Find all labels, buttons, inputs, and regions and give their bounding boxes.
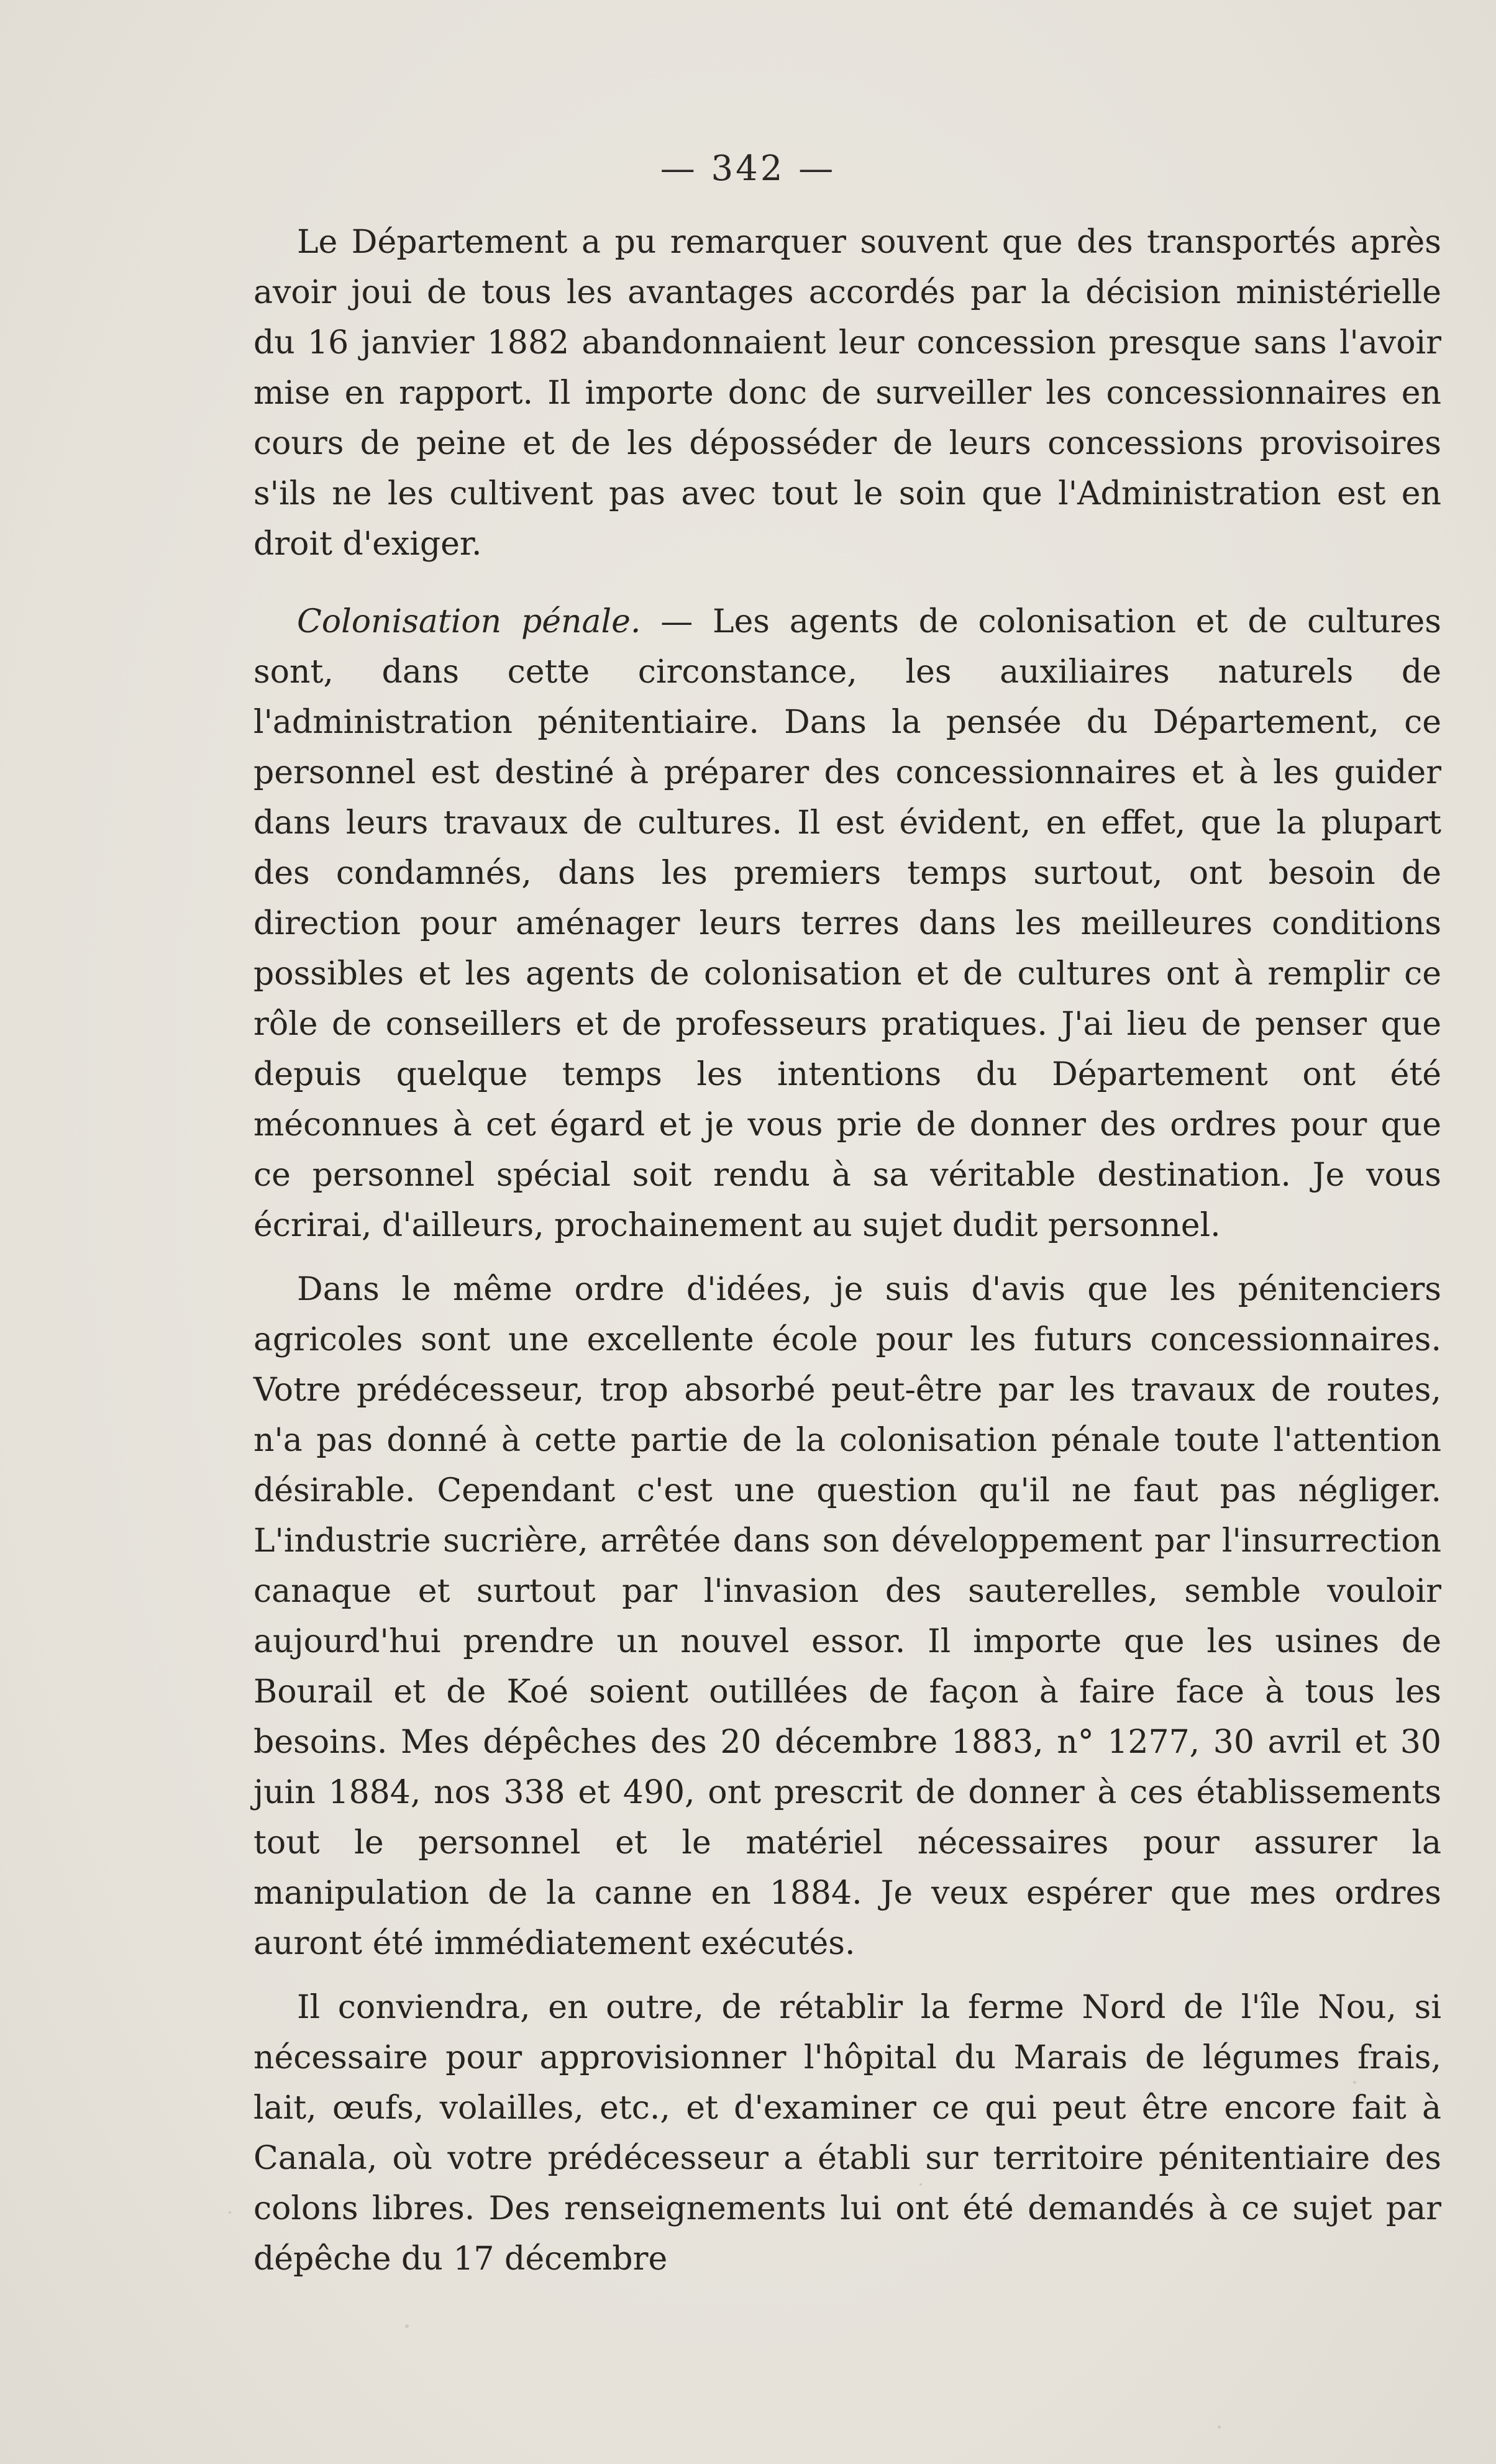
paragraph-2-text: — Les agents de colonisation et de cultures sont, dans cette circonstance, les auxiliaires naturels de l'administration pénitentiaire. Dans la pensée du Département, ce personnel est destiné à préparer des concessionnaires et à les guider dans leurs travaux de cultures. Il est évident, en effet, que la plupart des condamnés, dans les premiers temps surtout, ont besoin de direction pour aménager leurs terres dans les meilleures conditions possibles et les agents de colonisation et de cultures ont à remplir ce rôle de conseillers et de professeurs pratiques. J'ai lieu de penser que depuis quelque temps les intentions du Département ont été méconnues à cet égard et je vous prie de donner des ordres pour que ce personnel spécial soit rendu à sa véritable destination. Je vous écrirai, d'ailleurs, prochainement au sujet dudit personnel.: [253, 603, 1441, 1244]
paragraph-4: Il conviendra, en outre, de rétablir la ferme Nord de l'île Nou, si nécessaire pour approvisionner l'hôpital du Marais de légumes frais, lait, œufs, volailles, etc., et d'examiner ce qui peut être encore fait à Canala, où votre prédécesseur a établi sur territoire pénitentiaire des colons libres. Des renseignements lui ont été demandés à ce sujet par dépêche du 17 décembre: [253, 1989, 1441, 2278]
paper-speck: [229, 2211, 231, 2214]
paper-speck: [1218, 2425, 1221, 2429]
section-heading: Colonisation pénale.: [297, 603, 641, 640]
paper-speck: [1353, 2081, 1356, 2084]
paragraph-2: [253, 597, 1441, 1251]
paragraph-1: Le Département a pu remarquer souvent que des transportés après avoir joui de tous les avantages accordés par la décision ministérielle du 16 janvier 1882 abandonnaient leur concession presque sans l'avoir mise en rapport. Il importe donc de surveiller les concessionnaires en cours de peine et de les déposséder de leurs concessions provisoires s'ils ne les cultivent pas avec tout le soin que l'Administration est en droit d'exiger.: [253, 224, 1441, 563]
paper-speck: [919, 2183, 922, 2186]
paper-speck: [405, 2324, 409, 2328]
paragraph-3: Dans le même ordre d'idées, je suis d'avis que les pénitenciers agricoles sont une excellente école pour les futurs concessionnaires. Votre prédécesseur, trop absorbé peut-être par les travaux de routes, n'a pas donné à cette partie de la colonisation pénale toute l'attention désirable. Cependant c'est une question qu'il ne faut pas négliger. L'industrie sucrière, arrêtée dans son développement par l'insurrection canaque et surtout par l'invasion des sauterelles, semble vouloir aujourd'hui prendre un nouvel essor. Il importe que les usines de Bourail et de Koé soient outillées de façon à faire face à tous les besoins. Mes dépêches des 20 décembre 1883, n° 1277, 30 avril et 30 juin 1884, nos 338 et 490, ont prescrit de donner à ces établissements tout le personnel et le matériel nécessaires pour assurer la manipulation de la canne en 1884. Je veux espérer que mes ordres auront été immédiatement exécutés.: [253, 1271, 1441, 1962]
body-text: [253, 217, 1441, 2284]
page-number: — 342 —: [660, 148, 836, 189]
